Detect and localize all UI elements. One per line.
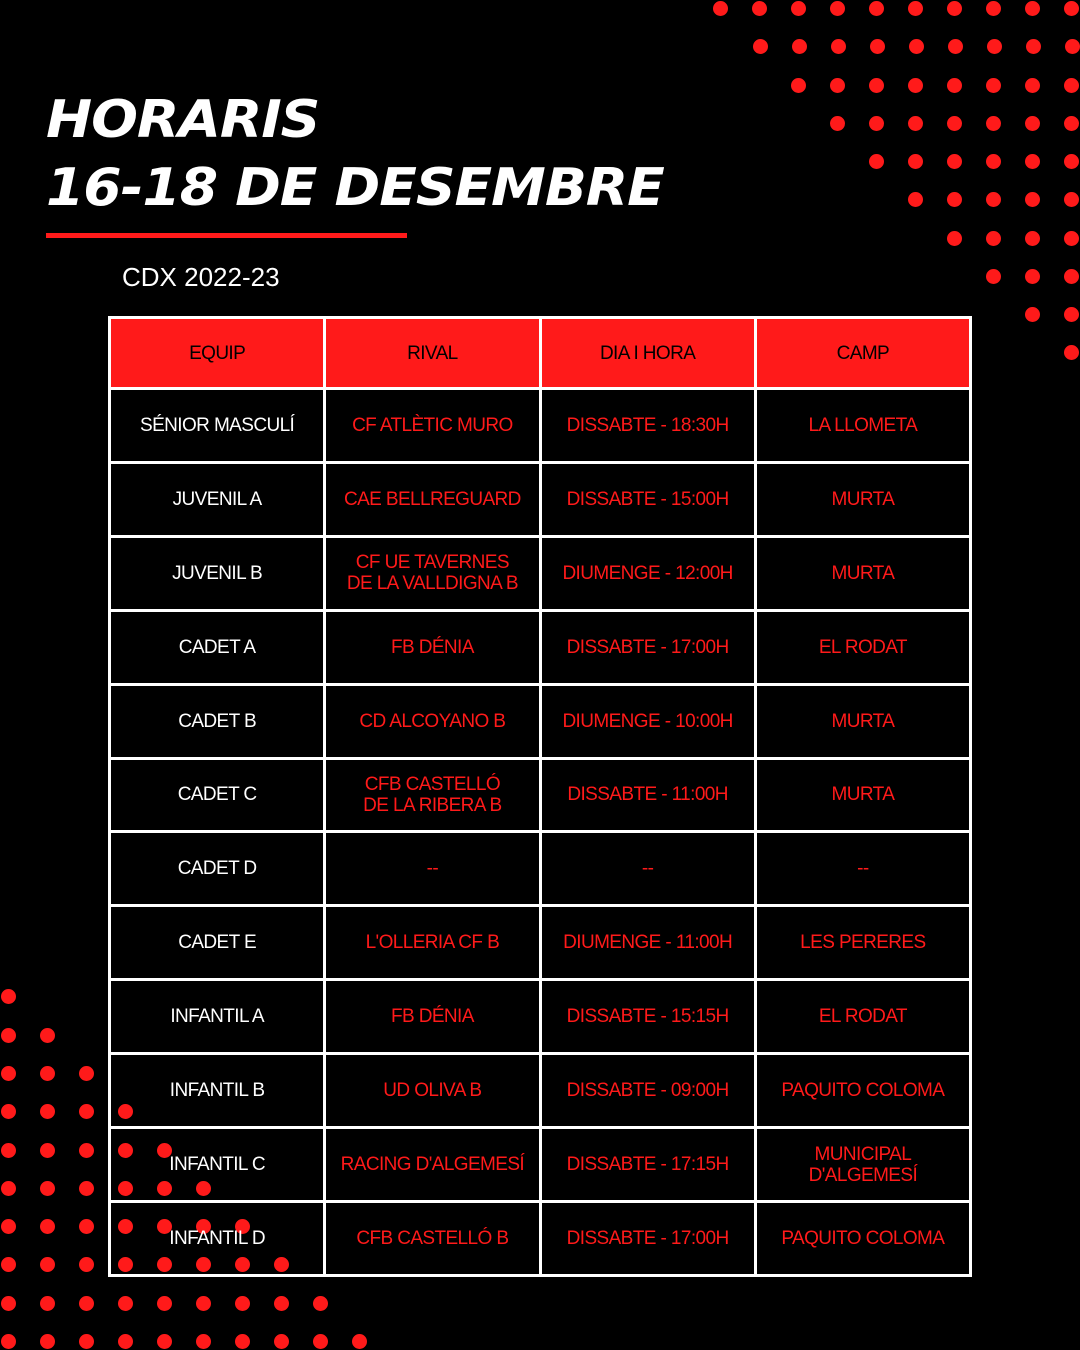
decor-dot bbox=[947, 1, 962, 16]
venue-cell: EL RODAT bbox=[755, 610, 970, 684]
decor-dot bbox=[908, 1, 923, 16]
decor-dot bbox=[986, 1, 1001, 16]
datetime-cell: DISSABTE - 17:00H bbox=[540, 1201, 755, 1275]
title-underline bbox=[46, 233, 407, 238]
decor-dot bbox=[947, 78, 962, 93]
table-row bbox=[110, 980, 971, 1054]
decor-dot bbox=[986, 154, 1001, 169]
team-cell: CADET E bbox=[110, 906, 325, 980]
datetime-cell: DISSABTE - 17:15H bbox=[540, 1128, 755, 1202]
decor-dot bbox=[157, 1334, 172, 1349]
decor-dot bbox=[908, 116, 923, 131]
decor-dot bbox=[947, 192, 962, 207]
rival-cell: UD OLIVA B bbox=[325, 1054, 540, 1128]
column-header-datetime: DIA I HORA bbox=[540, 318, 755, 389]
decor-dot bbox=[79, 1181, 94, 1196]
decor-dot bbox=[1025, 1, 1040, 16]
decor-dot bbox=[908, 192, 923, 207]
team-cell: INFANTIL D bbox=[110, 1201, 325, 1275]
team-cell: INFANTIL B bbox=[110, 1054, 325, 1128]
venue-cell: LES PERERES bbox=[755, 906, 970, 980]
rival-cell: CD ALCOYANO B bbox=[325, 684, 540, 758]
decor-dot bbox=[948, 39, 963, 54]
decor-dot bbox=[1, 1219, 16, 1234]
rival-cell: RACING D'ALGEMESÍ bbox=[325, 1128, 540, 1202]
decor-dot bbox=[40, 1104, 55, 1119]
venue-cell: -- bbox=[755, 832, 970, 906]
decor-dot bbox=[40, 1143, 55, 1158]
decor-dot bbox=[40, 1066, 55, 1081]
decor-dot bbox=[713, 1, 728, 16]
table-row bbox=[110, 1201, 971, 1275]
rival-cell: -- bbox=[325, 832, 540, 906]
datetime-cell: DISSABTE - 09:00H bbox=[540, 1054, 755, 1128]
decor-dot bbox=[791, 78, 806, 93]
decor-dot bbox=[830, 78, 845, 93]
table-row bbox=[110, 758, 971, 832]
rival-cell: CFB CASTELLÓ B bbox=[325, 1201, 540, 1275]
decor-dot bbox=[987, 39, 1002, 54]
table-row bbox=[110, 1054, 971, 1128]
column-header-rival: RIVAL bbox=[325, 318, 540, 389]
decor-dot bbox=[79, 1219, 94, 1234]
decor-dot bbox=[79, 1257, 94, 1272]
decor-dot bbox=[1064, 154, 1079, 169]
table-row bbox=[110, 389, 971, 463]
decor-dot bbox=[1, 1028, 16, 1043]
decor-dot bbox=[986, 192, 1001, 207]
datetime-cell: DISSABTE - 18:30H bbox=[540, 389, 755, 463]
decor-dot bbox=[1025, 231, 1040, 246]
decor-dot bbox=[1064, 192, 1079, 207]
decor-dot bbox=[1064, 231, 1079, 246]
column-header-team: EQUIP bbox=[110, 318, 325, 389]
team-cell: INFANTIL C bbox=[110, 1128, 325, 1202]
venue-cell: PAQUITO COLOMA bbox=[755, 1054, 970, 1128]
decor-dot bbox=[947, 116, 962, 131]
team-cell: CADET C bbox=[110, 758, 325, 832]
team-cell: JUVENIL B bbox=[110, 536, 325, 610]
decor-dot bbox=[986, 269, 1001, 284]
venue-cell: MUNICIPAL D'ALGEMESÍ bbox=[755, 1128, 970, 1202]
schedule-table bbox=[108, 316, 972, 1277]
decor-dot bbox=[1064, 78, 1079, 93]
rival-cell: FB DÉNIA bbox=[325, 980, 540, 1054]
decor-dot bbox=[1025, 116, 1040, 131]
decor-dot bbox=[1064, 1, 1079, 16]
decor-dot bbox=[869, 78, 884, 93]
decor-dot bbox=[1, 1066, 16, 1081]
decor-dot bbox=[313, 1296, 328, 1311]
decor-dot bbox=[909, 39, 924, 54]
decor-dot bbox=[1, 989, 16, 1004]
decor-dot bbox=[1025, 307, 1040, 322]
datetime-cell: DIUMENGE - 11:00H bbox=[540, 906, 755, 980]
decor-dot bbox=[869, 1, 884, 16]
decor-dot bbox=[1064, 116, 1079, 131]
decor-dot bbox=[752, 1, 767, 16]
decor-dot bbox=[1, 1104, 16, 1119]
decor-dot bbox=[352, 1334, 367, 1349]
decor-dot bbox=[235, 1296, 250, 1311]
decor-dot bbox=[791, 1, 806, 16]
decor-dot bbox=[1064, 307, 1079, 322]
decor-dot bbox=[196, 1296, 211, 1311]
decor-dot bbox=[792, 39, 807, 54]
decor-dot bbox=[986, 231, 1001, 246]
decor-dot bbox=[869, 116, 884, 131]
table-row bbox=[110, 462, 971, 536]
table-row bbox=[110, 1128, 971, 1202]
decor-dot bbox=[1065, 39, 1080, 54]
decor-dot bbox=[1025, 192, 1040, 207]
decor-dot bbox=[79, 1334, 94, 1349]
decor-dot bbox=[1064, 345, 1079, 360]
decor-dot bbox=[1, 1296, 16, 1311]
decor-dot bbox=[79, 1066, 94, 1081]
table-row bbox=[110, 536, 971, 610]
decor-dot bbox=[830, 1, 845, 16]
datetime-cell: DISSABTE - 15:00H bbox=[540, 462, 755, 536]
decor-dot bbox=[947, 154, 962, 169]
decor-dot bbox=[986, 78, 1001, 93]
season-label: CDX 2022-23 bbox=[122, 262, 280, 292]
decor-dot bbox=[118, 1334, 133, 1349]
decor-dot bbox=[908, 78, 923, 93]
rival-cell: FB DÉNIA bbox=[325, 610, 540, 684]
decor-dot bbox=[908, 154, 923, 169]
decor-dot bbox=[1, 1334, 16, 1349]
decor-dot bbox=[831, 39, 846, 54]
datetime-cell: DIUMENGE - 12:00H bbox=[540, 536, 755, 610]
title-line-1: HORARIS bbox=[46, 90, 320, 150]
decor-dot bbox=[196, 1334, 211, 1349]
decor-dot bbox=[40, 1028, 55, 1043]
decor-dot bbox=[1025, 78, 1040, 93]
table-row bbox=[110, 610, 971, 684]
decor-dot bbox=[1, 1181, 16, 1196]
datetime-cell: -- bbox=[540, 832, 755, 906]
decor-dot bbox=[79, 1143, 94, 1158]
decor-dot bbox=[870, 39, 885, 54]
decor-dot bbox=[753, 39, 768, 54]
venue-cell: LA LLOMETA bbox=[755, 389, 970, 463]
venue-cell: MURTA bbox=[755, 684, 970, 758]
decor-dot bbox=[274, 1334, 289, 1349]
decor-dot bbox=[118, 1296, 133, 1311]
decor-dot bbox=[1026, 39, 1041, 54]
datetime-cell: DIUMENGE - 10:00H bbox=[540, 684, 755, 758]
venue-cell: MURTA bbox=[755, 462, 970, 536]
decor-dot bbox=[157, 1296, 172, 1311]
decor-dot bbox=[313, 1334, 328, 1349]
decor-dot bbox=[235, 1334, 250, 1349]
decor-dot bbox=[274, 1296, 289, 1311]
decor-dot bbox=[40, 1181, 55, 1196]
page-title bbox=[46, 86, 664, 222]
rival-cell: CAE BELLREGUARD bbox=[325, 462, 540, 536]
team-cell: INFANTIL A bbox=[110, 980, 325, 1054]
rival-cell: CF ATLÈTIC MURO bbox=[325, 389, 540, 463]
team-cell: JUVENIL A bbox=[110, 462, 325, 536]
decor-dot bbox=[1, 1257, 16, 1272]
decor-dot bbox=[986, 116, 1001, 131]
decor-dot bbox=[40, 1257, 55, 1272]
table-header-row bbox=[110, 318, 971, 389]
datetime-cell: DISSABTE - 11:00H bbox=[540, 758, 755, 832]
column-header-venue: CAMP bbox=[755, 318, 970, 389]
rival-cell: CF UE TAVERNES DE LA VALLDIGNA B bbox=[325, 536, 540, 610]
team-cell: SÉNIOR MASCULÍ bbox=[110, 389, 325, 463]
decor-dot bbox=[869, 154, 884, 169]
decor-dot bbox=[1, 1143, 16, 1158]
decor-dot bbox=[40, 1334, 55, 1349]
title-line-2: 16-18 DE DESEMBRE bbox=[46, 158, 664, 218]
venue-cell: EL RODAT bbox=[755, 980, 970, 1054]
venue-cell: PAQUITO COLOMA bbox=[755, 1201, 970, 1275]
decor-dot bbox=[1064, 269, 1079, 284]
decor-dot bbox=[79, 1104, 94, 1119]
table-row bbox=[110, 684, 971, 758]
table-row bbox=[110, 906, 971, 980]
decor-dot bbox=[947, 231, 962, 246]
venue-cell: MURTA bbox=[755, 536, 970, 610]
decor-dot bbox=[40, 1296, 55, 1311]
decor-dot bbox=[1025, 154, 1040, 169]
datetime-cell: DISSABTE - 15:15H bbox=[540, 980, 755, 1054]
team-cell: CADET B bbox=[110, 684, 325, 758]
team-cell: CADET A bbox=[110, 610, 325, 684]
decor-dot bbox=[830, 116, 845, 131]
rival-cell: CFB CASTELLÓ DE LA RIBERA B bbox=[325, 758, 540, 832]
rival-cell: L'OLLERIA CF B bbox=[325, 906, 540, 980]
team-cell: CADET D bbox=[110, 832, 325, 906]
decor-dot bbox=[79, 1296, 94, 1311]
table-row bbox=[110, 832, 971, 906]
decor-dot bbox=[40, 1219, 55, 1234]
datetime-cell: DISSABTE - 17:00H bbox=[540, 610, 755, 684]
decor-dot bbox=[1025, 269, 1040, 284]
venue-cell: MURTA bbox=[755, 758, 970, 832]
